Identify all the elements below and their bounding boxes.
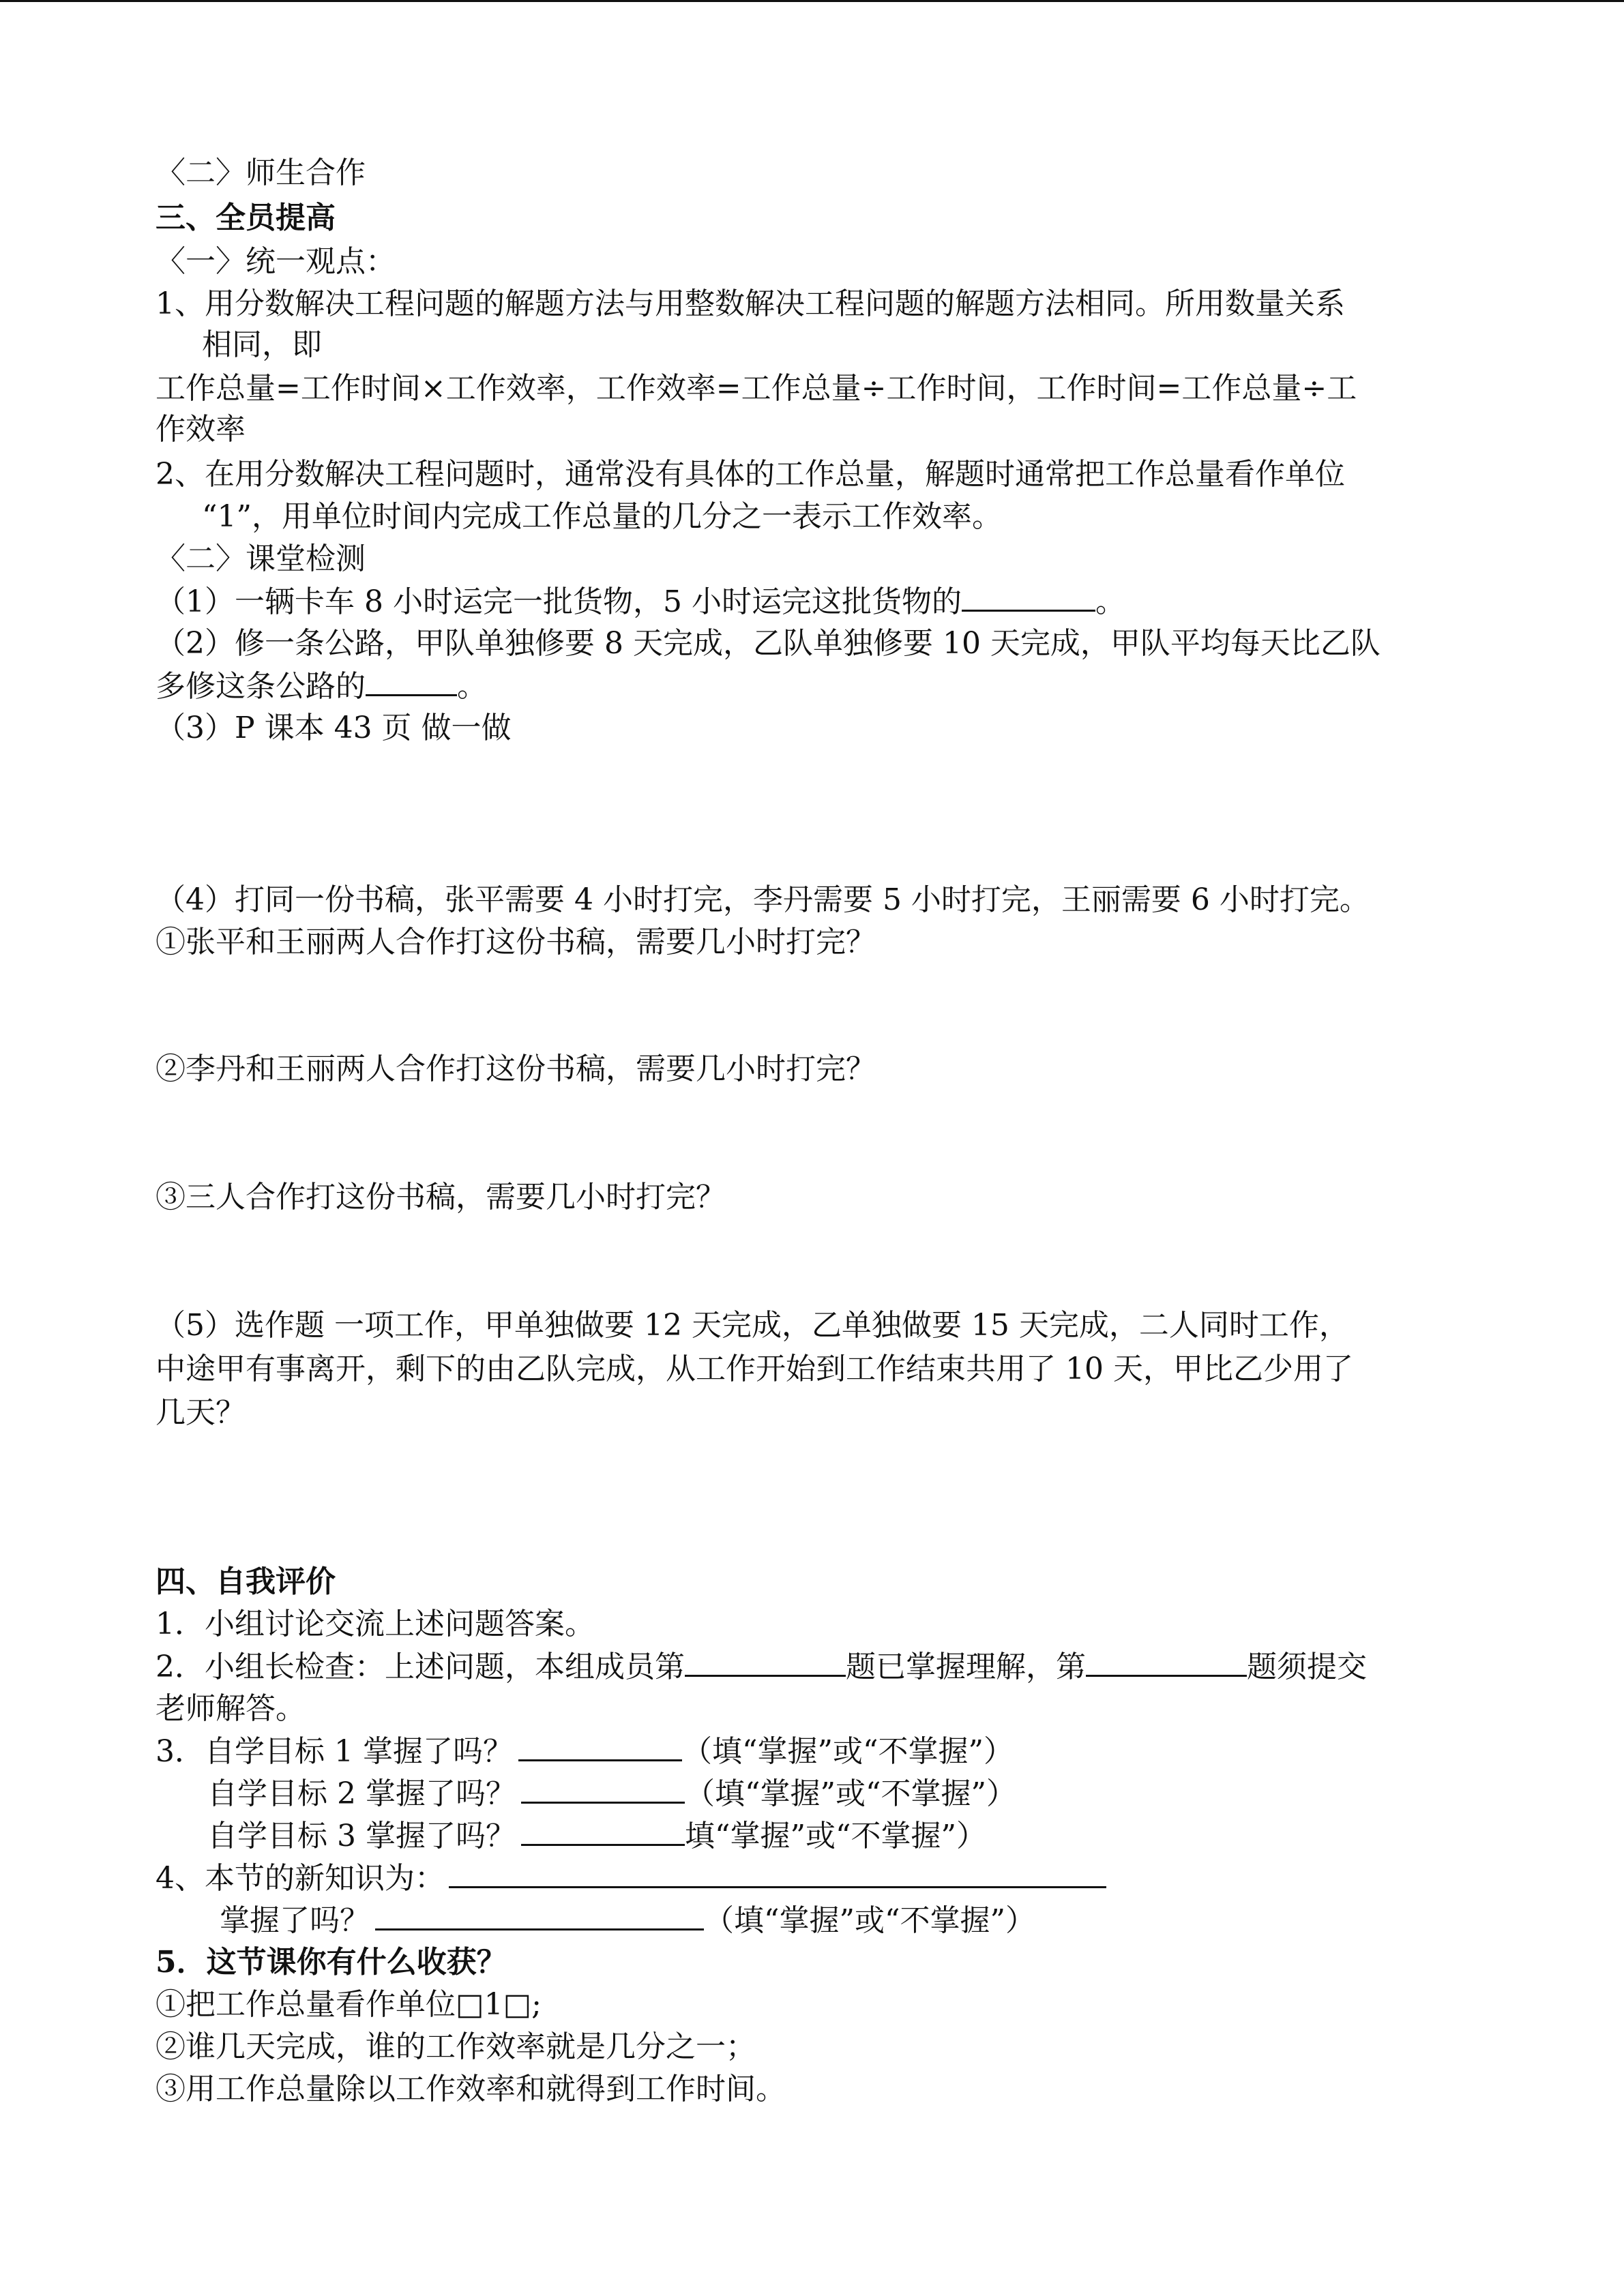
goal-3-hint: 填“掌握”或“不掌握”） <box>684 1819 986 1853</box>
answer-blank-goal1[interactable] <box>518 1736 682 1761</box>
self-eval-item-2-cont: 老师解答。 <box>156 1691 306 1726</box>
formula-line2: 作效率 <box>156 412 246 447</box>
goal-1-text: 3．自学目标 1 掌握了吗？ <box>156 1734 513 1769</box>
point2-line2: “1”，用单位时间内完成工作总量的几分之一表示工作效率。 <box>202 499 1002 534</box>
answer-blank-submit[interactable] <box>1086 1652 1247 1677</box>
question-5-line2: 中途甲有事离开，剩下的由乙队完成，从工作开始到工作结束共用了 10 天，甲比乙少用了 <box>156 1352 1353 1386</box>
new-knowledge-label: 4、本节的新知识为： <box>156 1861 445 1896</box>
question-5-line1: （5）选作题 一项工作，甲单独做要 12 天完成，乙单独做要 15 天完成，二人同时工作， <box>156 1308 1349 1343</box>
page-top-border <box>0 0 1624 2</box>
section-4-heading: 四、自我评价 <box>156 1564 336 1599</box>
new-knowledge-line <box>156 1863 1106 1894</box>
question-2-line2 <box>156 671 487 702</box>
gain-1: ①把工作总量看作单位□1□; <box>156 1987 542 2022</box>
question-2-text: 多修这条公路的 <box>156 669 366 704</box>
answer-blank-new-knowledge[interactable] <box>449 1863 1106 1888</box>
formula-line1: 工作总量=工作时间×工作效率，工作效率=工作总量÷工作时间，工作时间=工作总量÷工 <box>156 371 1357 406</box>
question-2-end: 。 <box>457 669 487 704</box>
question-2-line1: （2）修一条公路，甲队单独修要 8 天完成，乙队单独修要 10 天完成，甲队平均每天比乙队 <box>156 626 1381 661</box>
answer-blank-mastered[interactable] <box>685 1652 846 1677</box>
answer-blank-goal3[interactable] <box>521 1821 685 1846</box>
mastered-line <box>220 1905 1035 1936</box>
answer-blank-mastered-new[interactable] <box>375 1905 704 1930</box>
question-5-line3: 几天？ <box>156 1395 246 1430</box>
question-1 <box>156 586 1125 617</box>
unify-title: 〈一〉统一观点： <box>156 244 396 279</box>
question-1-text: （1）一辆卡车 8 小时运完一批货物，5 小时运完这批货物的 <box>156 584 962 619</box>
question-4-part3: ③三人合作打这份书稿，需要几小时打完？ <box>156 1180 726 1214</box>
answer-blank-goal2[interactable] <box>521 1778 685 1804</box>
goal-1-hint: （填“掌握”或“不掌握”） <box>681 1734 1014 1769</box>
self-eval-item-2 <box>156 1652 1367 1682</box>
mastered-label: 掌握了吗？ <box>220 1903 370 1938</box>
goal-3-text: 自学目标 3 掌握了吗？ <box>207 1819 516 1853</box>
mastered-hint: （填“掌握”或“不掌握”） <box>704 1903 1035 1938</box>
gain-3: ③用工作总量除以工作效率和就得到工作时间。 <box>156 2072 786 2106</box>
question-4-part1: ①张平和王丽两人合作打这份书稿，需要几小时打完？ <box>156 925 876 959</box>
question-3: （3）P 课本 43 页 做一做 <box>156 711 512 745</box>
answer-blank-q2[interactable] <box>366 671 457 696</box>
item-2-text-a: 2．小组长检查：上述问题，本组成员第 <box>156 1650 685 1684</box>
question-4: （4）打同一份书稿，张平需要 4 小时打完，李丹需要 5 小时打完，王丽需要 6 小时打完。 <box>156 882 1370 917</box>
item-2-text-b: 题已掌握理解，第 <box>846 1650 1086 1684</box>
goal-1-line <box>156 1736 1014 1767</box>
item-2-text-c: 题须提交 <box>1247 1650 1367 1684</box>
answer-blank-q1[interactable] <box>962 586 1095 612</box>
goal-3-line <box>207 1821 986 1851</box>
point1-line1: 1、用分数解决工程问题的解题方法与用整数解决工程问题的解题方法相同。所用数量关系 <box>156 286 1345 321</box>
goal-2-line <box>207 1778 1016 1809</box>
point1-line2: 相同，即 <box>202 327 322 362</box>
check-title: 〈二〉课堂检测 <box>156 541 366 576</box>
question-4-part2: ②李丹和王丽两人合作打这份书稿，需要几小时打完？ <box>156 1052 876 1086</box>
section-2-title: 〈二〉师生合作 <box>156 155 366 190</box>
point2-line1: 2、在用分数解决工程问题时，通常没有具体的工作总量，解题时通常把工作总量看作单位 <box>156 457 1345 492</box>
question-1-end: 。 <box>1095 584 1125 619</box>
goal-2-text: 自学目标 2 掌握了吗？ <box>207 1776 516 1811</box>
gains-question: 5．这节课你有什么收获？ <box>156 1945 507 1980</box>
section-3-heading: 三、全员提高 <box>156 200 336 235</box>
self-eval-item-1: 1．小组讨论交流上述问题答案。 <box>156 1607 595 1641</box>
goal-2-hint: （填“掌握”或“不掌握”） <box>684 1776 1016 1811</box>
gain-2: ②谁几天完成，谁的工作效率就是几分之一； <box>156 2029 756 2064</box>
